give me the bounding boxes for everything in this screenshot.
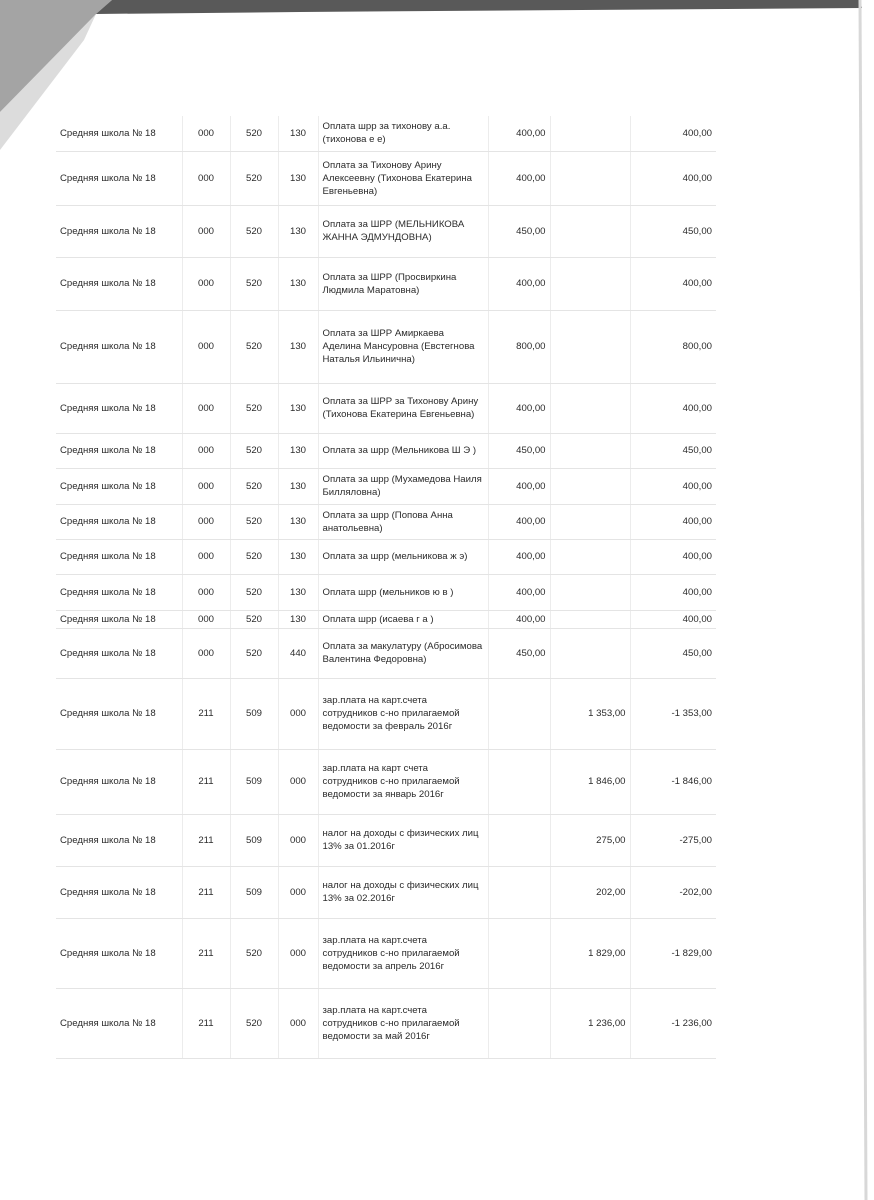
org-cell: Средняя школа № 18 [56, 678, 182, 749]
balance-cell: 400,00 [630, 257, 716, 310]
code-3-cell: 000 [278, 678, 318, 749]
income-cell [488, 749, 550, 814]
org-cell: Средняя школа № 18 [56, 151, 182, 205]
code-1-cell: 000 [182, 504, 230, 539]
org-cell: Средняя школа № 18 [56, 433, 182, 468]
org-cell: Средняя школа № 18 [56, 468, 182, 504]
table-row [56, 468, 716, 504]
org-cell: Средняя школа № 18 [56, 257, 182, 310]
table-row [56, 205, 716, 257]
expense-cell [550, 257, 630, 310]
income-cell: 400,00 [488, 257, 550, 310]
balance-cell: 800,00 [630, 310, 716, 383]
income-cell: 450,00 [488, 205, 550, 257]
table-row [56, 433, 716, 468]
description-cell: Оплата за макулатуру (Абросимова Валентина Федоровна) [318, 628, 488, 678]
code-2-cell: 520 [230, 433, 278, 468]
table-row [56, 814, 716, 866]
expense-cell [550, 539, 630, 574]
code-1-cell: 000 [182, 433, 230, 468]
income-cell [488, 814, 550, 866]
code-3-cell: 130 [278, 574, 318, 610]
org-cell: Средняя школа № 18 [56, 988, 182, 1058]
income-cell: 450,00 [488, 628, 550, 678]
balance-cell: -275,00 [630, 814, 716, 866]
code-3-cell: 000 [278, 749, 318, 814]
income-cell: 400,00 [488, 539, 550, 574]
description-cell: Оплата за ШРР Амиркаева Аделина Мансуровна (Евстегнова Наталья Ильинична) [318, 310, 488, 383]
expense-cell [550, 116, 630, 151]
code-1-cell: 000 [182, 257, 230, 310]
code-2-cell: 520 [230, 918, 278, 988]
code-2-cell: 509 [230, 866, 278, 918]
code-3-cell: 130 [278, 433, 318, 468]
table-row [56, 539, 716, 574]
code-1-cell: 000 [182, 468, 230, 504]
expense-cell [550, 628, 630, 678]
code-3-cell: 130 [278, 310, 318, 383]
table-row [56, 116, 716, 151]
table-row [56, 383, 716, 433]
code-3-cell: 000 [278, 866, 318, 918]
code-3-cell: 130 [278, 257, 318, 310]
code-1-cell: 000 [182, 116, 230, 151]
expense-cell [550, 504, 630, 539]
org-cell: Средняя школа № 18 [56, 918, 182, 988]
code-1-cell: 211 [182, 988, 230, 1058]
description-cell: Оплата за шрр (Мухамедова Наиля Билляловна) [318, 468, 488, 504]
code-2-cell: 520 [230, 383, 278, 433]
code-3-cell: 130 [278, 116, 318, 151]
description-cell: зар.плата на карт.счета сотрудников с-но прилагаемой ведомости за февраль 2016г [318, 678, 488, 749]
balance-cell: -1 846,00 [630, 749, 716, 814]
code-1-cell: 211 [182, 866, 230, 918]
org-cell: Средняя школа № 18 [56, 504, 182, 539]
code-2-cell: 509 [230, 678, 278, 749]
expense-cell [550, 205, 630, 257]
code-1-cell: 000 [182, 610, 230, 628]
income-cell [488, 678, 550, 749]
code-3-cell: 440 [278, 628, 318, 678]
income-cell [488, 918, 550, 988]
table-row [56, 151, 716, 205]
expense-cell [550, 310, 630, 383]
income-cell: 400,00 [488, 151, 550, 205]
code-3-cell: 130 [278, 539, 318, 574]
ledger-body [56, 116, 716, 1058]
balance-cell: 400,00 [630, 383, 716, 433]
table-row [56, 628, 716, 678]
income-cell [488, 866, 550, 918]
code-1-cell: 000 [182, 539, 230, 574]
code-3-cell: 130 [278, 610, 318, 628]
description-cell: Оплата шрр (мельников ю в ) [318, 574, 488, 610]
balance-cell: 450,00 [630, 628, 716, 678]
code-1-cell: 000 [182, 205, 230, 257]
code-2-cell: 509 [230, 814, 278, 866]
code-3-cell: 130 [278, 205, 318, 257]
code-2-cell: 520 [230, 205, 278, 257]
balance-cell: 400,00 [630, 116, 716, 151]
table-row [56, 749, 716, 814]
expense-cell: 1 353,00 [550, 678, 630, 749]
code-1-cell: 000 [182, 574, 230, 610]
income-cell [488, 988, 550, 1058]
balance-cell: 400,00 [630, 539, 716, 574]
code-1-cell: 211 [182, 678, 230, 749]
code-1-cell: 000 [182, 383, 230, 433]
description-cell: Оплата за шрр (Мельникова Ш Э ) [318, 433, 488, 468]
description-cell: зар.плата на карт.счета сотрудников с-но прилагаемой ведомости за апрель 2016г [318, 918, 488, 988]
ledger-table [56, 116, 716, 1059]
balance-cell: -1 829,00 [630, 918, 716, 988]
code-2-cell: 520 [230, 310, 278, 383]
org-cell: Средняя школа № 18 [56, 628, 182, 678]
code-1-cell: 211 [182, 749, 230, 814]
code-2-cell: 520 [230, 116, 278, 151]
expense-cell [550, 610, 630, 628]
code-2-cell: 520 [230, 151, 278, 205]
description-cell: Оплата шрр (исаева г а ) [318, 610, 488, 628]
expense-cell: 1 846,00 [550, 749, 630, 814]
table-row [56, 257, 716, 310]
code-1-cell: 211 [182, 814, 230, 866]
code-2-cell: 520 [230, 257, 278, 310]
income-cell: 400,00 [488, 504, 550, 539]
expense-cell [550, 151, 630, 205]
code-3-cell: 000 [278, 814, 318, 866]
income-cell: 450,00 [488, 433, 550, 468]
expense-cell [550, 433, 630, 468]
org-cell: Средняя школа № 18 [56, 205, 182, 257]
code-1-cell: 000 [182, 310, 230, 383]
code-1-cell: 000 [182, 151, 230, 205]
code-3-cell: 130 [278, 151, 318, 205]
description-cell: зар.плата на карт.счета сотрудников с-но прилагаемой ведомости за май 2016г [318, 988, 488, 1058]
org-cell: Средняя школа № 18 [56, 610, 182, 628]
code-2-cell: 520 [230, 468, 278, 504]
balance-cell: 400,00 [630, 468, 716, 504]
code-2-cell: 520 [230, 539, 278, 574]
balance-cell: 450,00 [630, 433, 716, 468]
table-row [56, 918, 716, 988]
balance-cell: 400,00 [630, 151, 716, 205]
description-cell: Оплата за ШРР за Тихонову Арину (Тихонова Екатерина Евгеньевна) [318, 383, 488, 433]
expense-cell: 202,00 [550, 866, 630, 918]
description-cell: Оплата за ШРР (Просвиркина Людмила Маратовна) [318, 257, 488, 310]
balance-cell: -202,00 [630, 866, 716, 918]
description-cell: зар.плата на карт счета сотрудников с-но прилагаемой ведомости за январь 2016г [318, 749, 488, 814]
income-cell: 400,00 [488, 574, 550, 610]
org-cell: Средняя школа № 18 [56, 539, 182, 574]
expense-cell [550, 383, 630, 433]
balance-cell: 400,00 [630, 504, 716, 539]
code-2-cell: 520 [230, 610, 278, 628]
description-cell: Оплата шрр за тихонову а.а. (тихонова е е) [318, 116, 488, 151]
balance-cell: 400,00 [630, 574, 716, 610]
org-cell: Средняя школа № 18 [56, 116, 182, 151]
code-3-cell: 130 [278, 468, 318, 504]
description-cell: Оплата за Тихонову Арину Алексеевну (Тихонова Екатерина Евгеньевна) [318, 151, 488, 205]
expense-cell: 275,00 [550, 814, 630, 866]
balance-cell: -1 236,00 [630, 988, 716, 1058]
description-cell: Оплата за шрр (мельникова ж э) [318, 539, 488, 574]
code-2-cell: 520 [230, 504, 278, 539]
code-2-cell: 509 [230, 749, 278, 814]
org-cell: Средняя школа № 18 [56, 814, 182, 866]
code-2-cell: 520 [230, 988, 278, 1058]
code-3-cell: 000 [278, 918, 318, 988]
table-row [56, 988, 716, 1058]
org-cell: Средняя школа № 18 [56, 574, 182, 610]
expense-cell: 1 236,00 [550, 988, 630, 1058]
table-row [56, 866, 716, 918]
code-3-cell: 130 [278, 383, 318, 433]
table-row [56, 310, 716, 383]
code-1-cell: 211 [182, 918, 230, 988]
org-cell: Средняя школа № 18 [56, 310, 182, 383]
income-cell: 800,00 [488, 310, 550, 383]
expense-cell: 1 829,00 [550, 918, 630, 988]
code-2-cell: 520 [230, 574, 278, 610]
org-cell: Средняя школа № 18 [56, 749, 182, 814]
balance-cell: 400,00 [630, 610, 716, 628]
table-row [56, 574, 716, 610]
expense-cell [550, 574, 630, 610]
balance-cell: 450,00 [630, 205, 716, 257]
income-cell: 400,00 [488, 383, 550, 433]
org-cell: Средняя школа № 18 [56, 866, 182, 918]
balance-cell: -1 353,00 [630, 678, 716, 749]
income-cell: 400,00 [488, 468, 550, 504]
income-cell: 400,00 [488, 610, 550, 628]
description-cell: налог на доходы с физических лиц 13% за 02.2016г [318, 866, 488, 918]
table-row [56, 610, 716, 628]
code-3-cell: 130 [278, 504, 318, 539]
code-1-cell: 000 [182, 628, 230, 678]
code-2-cell: 520 [230, 628, 278, 678]
description-cell: Оплата за ШРР (МЕЛЬНИКОВА ЖАННА ЭДМУНДОВНА) [318, 205, 488, 257]
description-cell: Оплата за шрр (Попова Анна анатольевна) [318, 504, 488, 539]
table-row [56, 678, 716, 749]
expense-cell [550, 468, 630, 504]
income-cell: 400,00 [488, 116, 550, 151]
description-cell: налог на доходы с физических лиц 13% за 01.2016г [318, 814, 488, 866]
org-cell: Средняя школа № 18 [56, 383, 182, 433]
code-3-cell: 000 [278, 988, 318, 1058]
table-row [56, 504, 716, 539]
